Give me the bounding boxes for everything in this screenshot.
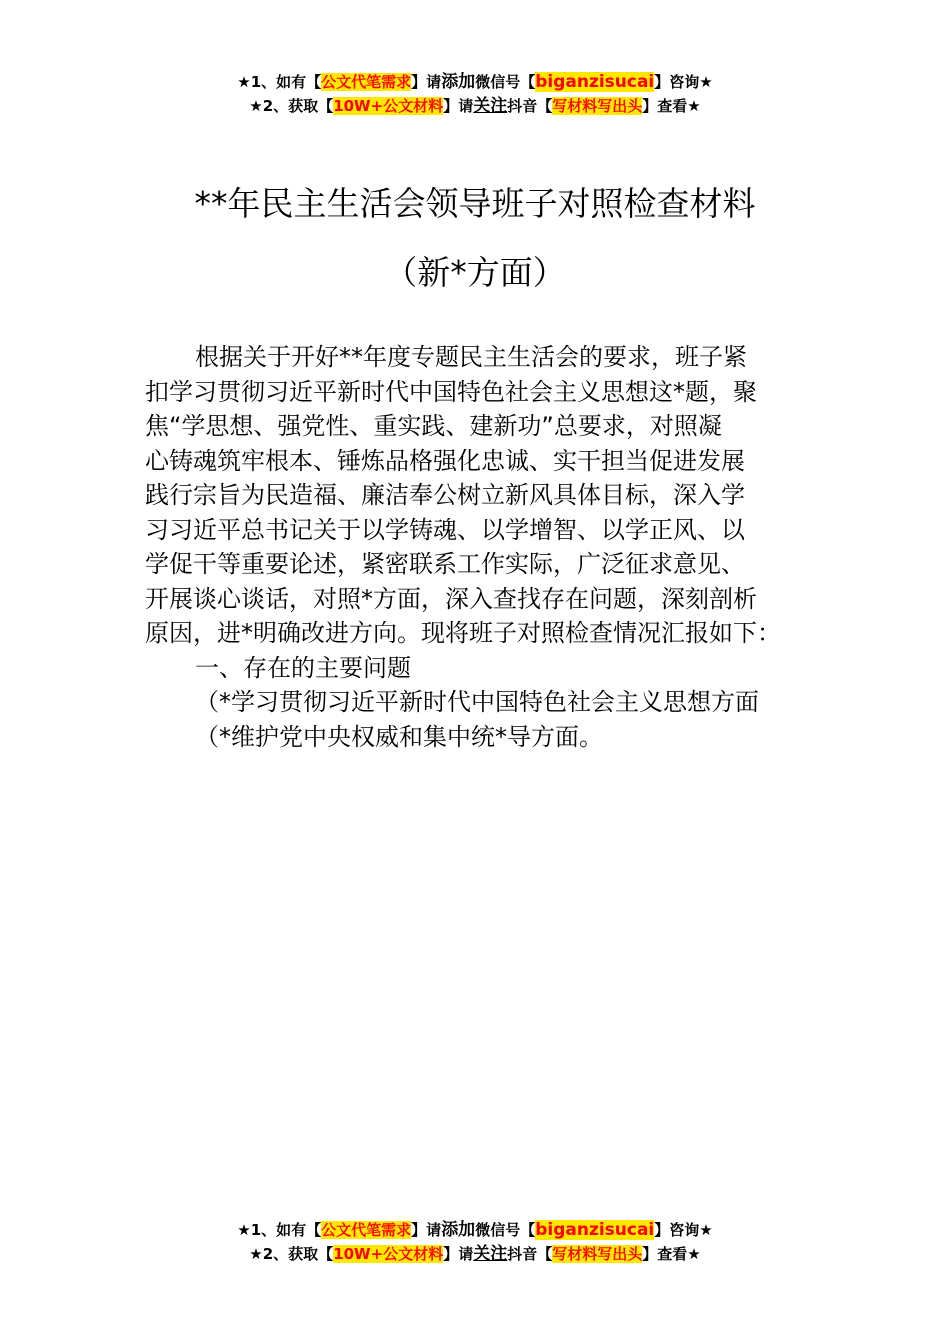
banner-text: ★1、如有【 [237, 1221, 322, 1239]
banner-text: 微信号【 [475, 1221, 536, 1239]
paragraph-line: 原因，进*明确改进方向。现将班子对照检查情况汇报如下： [145, 619, 781, 647]
banner-text: 】咨询★ [654, 73, 713, 91]
banner-text: ★1、如有【 [237, 73, 322, 91]
paragraph-line: 焦“学思想、强党性、重实践、建新功”总要求，对照凝 [145, 412, 722, 440]
banner-emphasis: 添加 [441, 72, 476, 92]
paragraph-line: 践行宗旨为民造福、廉洁奉公树立新风具体目标，深入学 [145, 481, 745, 509]
document-title: **年民主生活会领导班子对照检查材料 [194, 184, 756, 223]
highlight-wechat-id: biganzisucai [535, 1220, 655, 1240]
banner-text: ★2、获取【 [249, 1245, 334, 1263]
banner-text: 】查看★ [642, 97, 701, 115]
section-heading: 一、存在的主要问题 [195, 653, 411, 682]
banner-line-2 [0, 1242, 950, 1266]
banner-text: 】请 [411, 73, 442, 91]
banner-line-2 [0, 94, 950, 118]
banner-text: 】查看★ [642, 1245, 701, 1263]
banner-text: 抖音【 [507, 97, 553, 115]
highlight-douyin: 写材料写出头 [552, 97, 643, 115]
paragraph-line: 学促干等重要论述，紧密联系工作实际，广泛征求意见、 [145, 550, 745, 578]
banner-emphasis: 关注 [473, 1244, 508, 1264]
banner-line-1 [0, 1218, 950, 1242]
paragraph-line: 心铸魂筑牢根本、锤炼品格强化忠诚、实干担当促进发展 [145, 446, 745, 475]
banner-text: 抖音【 [507, 1245, 553, 1263]
banner-emphasis: 添加 [441, 1220, 476, 1240]
paragraph-line: 习习近平总书记关于以学铸魂、以学增智、以学正风、以 [145, 515, 745, 544]
banner-text: 】请 [443, 1245, 474, 1263]
banner-text: 】请 [443, 97, 474, 115]
top-banner [0, 70, 950, 118]
paragraph-line: 扣学习贯彻习近平新时代中国特色社会主义思想这*题，聚 [145, 377, 757, 406]
paragraph-line: 根据关于开好**年度专题民主生活会的要求，班子紧 [195, 343, 747, 371]
paragraph-line: 开展谈心谈话，对照*方面，深入查找存在问题，深刻剖析 [145, 584, 757, 613]
document-body [145, 340, 817, 754]
highlight-materials: 10W+公文材料 [333, 97, 444, 115]
banner-text: 】请 [411, 1221, 442, 1239]
banner-text: 微信号【 [475, 73, 536, 91]
highlight-douyin: 写材料写出头 [552, 1245, 643, 1263]
highlight-materials: 10W+公文材料 [333, 1245, 444, 1263]
highlight-wechat-id: biganzisucai [535, 72, 655, 92]
document-subtitle: （新*方面） [384, 253, 566, 292]
banner-text: 】咨询★ [654, 1221, 713, 1239]
banner-line-1 [0, 70, 950, 94]
section-item: （*学习贯彻习近平新时代中国特色社会主义思想方面 [195, 688, 759, 716]
banner-text: ★2、获取【 [249, 97, 334, 115]
bottom-banner [0, 1218, 950, 1266]
highlight-service: 公文代笔需求 [321, 1221, 412, 1239]
highlight-service: 公文代笔需求 [321, 73, 412, 91]
banner-emphasis: 关注 [473, 96, 508, 116]
section-item: （*维护党中央权威和集中统*导方面。 [195, 722, 603, 751]
